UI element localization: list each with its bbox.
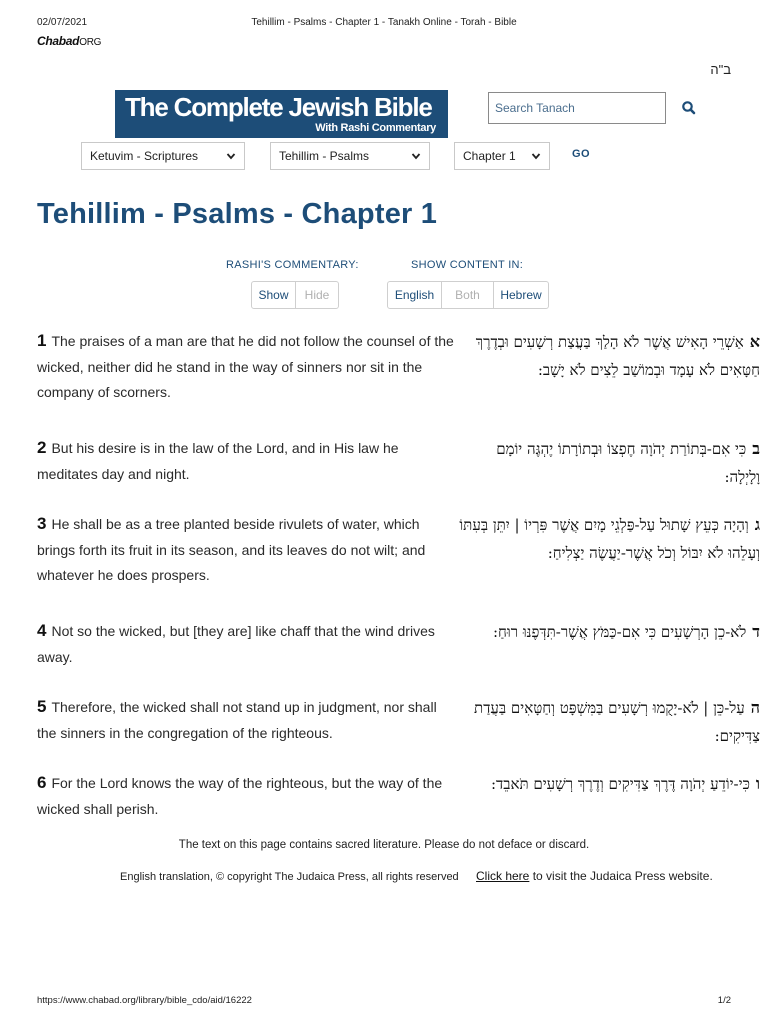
chevron-down-icon [226, 151, 236, 161]
verse-text-hebrew: עַל-כֵּן | לֹא-יָקֻמוּ רְשָׁעִים בַּמִּשְׁפָּט וְחַטָּאִים בַּעֲדַת צַדִּיקִים: [474, 699, 760, 745]
verse-english [37, 328, 455, 406]
section-select-value: Tehillim - Psalms [279, 149, 370, 163]
verse-text-hebrew: וְהָיָה כְּעֵץ שָׁתוּל עַל-פַּלְגֵי מָיִם אֲשֶׁר פִּרְיוֹ | יִתֵּן בְּעִתּוֹ וְעָלֵהוּ לֹא יִבּוֹל וְכֹל אֲשֶׁר-יַעֲשֶׂה יַצְלִיחַ: [459, 516, 760, 562]
verse-number: 4 [37, 621, 47, 640]
logo-suffix: ORG [79, 37, 102, 48]
verse-text-hebrew: לֹא-כֵן הָרְשָׁעִים כִּי אִם-כַּמֹּץ אֲשֶׁר-תִּדְּפֶנּוּ רוּחַ: [492, 623, 747, 641]
show-content-label: SHOW CONTENT IN: [411, 259, 524, 271]
verse-number: 6 [37, 773, 47, 792]
copyright-notice: English translation, © copyright The Judaica Press, all rights reserved [120, 871, 459, 883]
verse-hebrew [458, 694, 760, 750]
verse-hebrew [458, 328, 760, 384]
verse-number-hebrew: ג [754, 515, 760, 534]
verse-english [37, 770, 455, 822]
lang-english-button[interactable]: English [388, 282, 442, 308]
verse-english [37, 694, 455, 746]
rashi-commentary-label: RASHI'S COMMENTARY: [226, 259, 359, 271]
banner-title: The Complete Jewish Bible [125, 92, 432, 122]
verse-hebrew [458, 770, 760, 798]
verse-text-hebrew: אַשְׁרֵי הָאִישׁ אֲשֶׁר לֹא הָלַךְ בַּעֲצַת רְשָׁעִים וּבְדֶרֶךְ חַטָּאִים לֹא עָמָד וּבְמוֹשַׁב לֵצִים לֹא יָשָׁב: [475, 333, 760, 379]
verse-english [37, 618, 455, 670]
search-input[interactable] [488, 92, 666, 124]
go-button[interactable]: GO [572, 148, 591, 160]
rashi-toggle-group [251, 281, 339, 309]
logo-name: Chabad [37, 34, 80, 48]
page-title: Tehillim - Psalms - Chapter 1 [37, 198, 438, 230]
verse-text: He shall be as a tree planted beside rivulets of water, which brings forth its fruit in its season, and its leaves do not wilt; and whatever he does prospers. [37, 516, 426, 583]
banner-subtitle: With Rashi Commentary [315, 122, 436, 134]
footer-page-number: 1/2 [717, 995, 731, 1006]
book-select[interactable] [81, 142, 245, 170]
book-select-value: Ketuvim - Scriptures [90, 149, 199, 163]
verse-text: For the Lord knows the way of the righteous, but the way of the wicked shall perish. [37, 775, 443, 817]
print-title: Tehillim - Psalms - Chapter 1 - Tanakh Online - Torah - Bible [251, 17, 517, 28]
sacred-notice: The text on this page contains sacred literature. Please do not deface or discard. [178, 839, 590, 851]
verse-hebrew [458, 618, 760, 646]
search-button[interactable] [680, 99, 698, 117]
lang-both-button[interactable]: Both [442, 282, 494, 308]
verse-text: But his desire is in the law of the Lord, and in His law he meditates day and night. [37, 440, 399, 482]
verse-number: 5 [37, 697, 47, 716]
verse-number: 2 [37, 438, 47, 457]
chevron-down-icon [531, 151, 541, 161]
judaica-link-line [476, 869, 713, 883]
judaica-visit-text: to visit the Judaica Press website. [529, 869, 713, 883]
verse-hebrew [458, 435, 760, 491]
site-banner[interactable] [115, 90, 448, 138]
verse-hebrew [458, 511, 760, 567]
rashi-show-button[interactable]: Show [252, 282, 296, 308]
verse-number-hebrew: ד [752, 622, 760, 641]
footer-url: https://www.chabad.org/library/bible_cdo/aid/16222 [37, 995, 252, 1006]
chevron-down-icon [411, 151, 421, 161]
verse-text: The praises of a man are that he did not follow the counsel of the wicked, neither did he stand in the way of sinners nor sit in the company of scorners. [37, 333, 454, 400]
verse-text-hebrew: כִּי אִם-בְּתוֹרַת יְהֹוָה חֶפְצוֹ וּבְתוֹרָתוֹ יֶהְגֶּה יוֹמָם וָלָיְלָה: [496, 440, 760, 486]
verse-number: 1 [37, 331, 47, 350]
verse-number-hebrew: ה [750, 698, 760, 717]
print-date: 02/07/2021 [37, 17, 88, 28]
verse-number-hebrew: א [749, 332, 760, 351]
lang-hebrew-button[interactable]: Hebrew [500, 288, 542, 302]
verse-text: Therefore, the wicked shall not stand up in judgment, nor shall the sinners in the congregation of the righteous. [37, 699, 437, 741]
verse-number-hebrew: ב [752, 439, 760, 458]
section-select[interactable] [270, 142, 430, 170]
verse-number: 3 [37, 514, 47, 533]
verse-text: Not so the wicked, but [they are] like chaff that the wind drives away. [37, 623, 435, 665]
verse-english [37, 511, 455, 589]
language-toggle-group [387, 281, 549, 309]
rashi-hide-button[interactable]: Hide [304, 288, 330, 302]
click-here-link[interactable]: Click here [476, 869, 530, 883]
chapter-select-value: Chapter 1 [463, 149, 516, 163]
chabad-logo[interactable] [37, 34, 101, 48]
verse-english [37, 435, 455, 487]
verse-text-hebrew: כִּי-יוֹדֵעַ יְהֹוָה דֶּרֶךְ צַדִּיקִים וְדֶרֶךְ רְשָׁעִים תֹּאבֵד: [490, 775, 750, 793]
bh-mark: ב"ה [710, 62, 731, 77]
verse-number-hebrew: ו [755, 774, 760, 793]
chapter-select[interactable] [454, 142, 550, 170]
search-icon [680, 99, 698, 117]
